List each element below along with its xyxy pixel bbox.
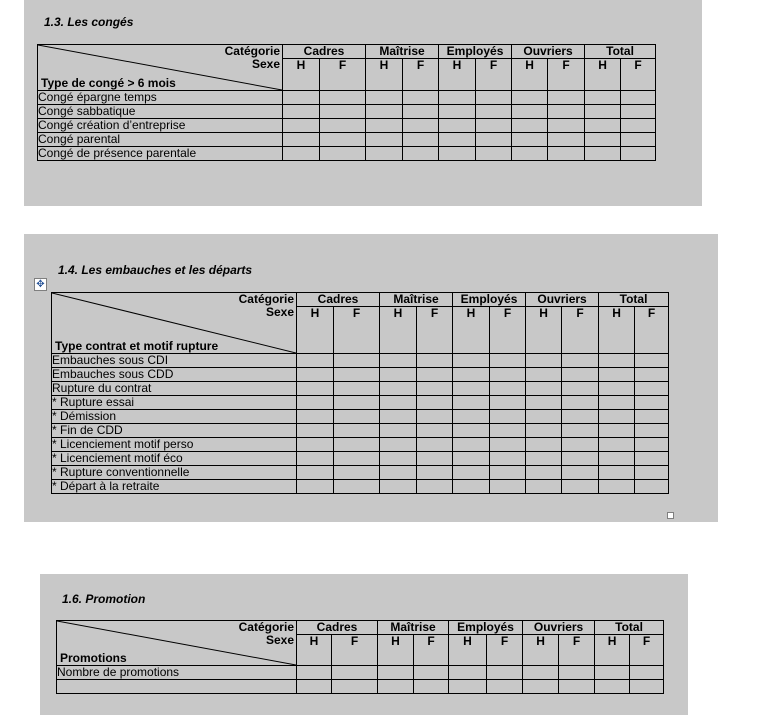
sex-header: H [523,635,559,666]
group-header-employes: Employés [453,293,526,307]
data-cell[interactable] [320,119,366,133]
data-cell[interactable] [297,354,334,368]
data-cell[interactable] [512,147,548,161]
data-cell[interactable] [380,396,417,410]
sex-header: F [476,59,512,91]
data-cell[interactable] [366,119,403,133]
data-cell[interactable] [490,382,526,396]
data-cell[interactable] [297,396,334,410]
data-cell[interactable] [334,368,380,382]
data-cell[interactable] [414,680,449,694]
data-cell[interactable] [635,382,669,396]
data-cell[interactable] [366,105,403,119]
data-cell[interactable] [585,133,621,147]
row-type-header: Promotions [60,651,127,665]
data-cell[interactable] [334,466,380,480]
sex-header: F [487,635,523,666]
data-cell[interactable] [380,480,417,494]
sex-header: H [526,307,562,354]
data-cell[interactable] [380,424,417,438]
data-cell[interactable] [487,666,523,680]
data-cell[interactable] [414,666,449,680]
data-cell[interactable] [417,452,453,466]
data-cell[interactable] [453,452,490,466]
group-header-ouvriers: Ouvriers [526,293,599,307]
data-cell[interactable] [334,410,380,424]
embauches-table[interactable] [51,292,669,494]
data-cell[interactable] [449,680,487,694]
section-heading: 1.3. Les congés [44,15,134,29]
data-cell[interactable] [621,119,656,133]
data-cell[interactable] [378,680,414,694]
sex-header: H [297,635,332,666]
data-cell[interactable] [599,410,635,424]
sex-header: F [417,307,453,354]
sex-header: H [512,59,548,91]
data-cell[interactable] [297,438,334,452]
sex-header: H [378,635,414,666]
data-cell[interactable] [476,91,512,105]
data-cell[interactable] [453,424,490,438]
table-row [52,382,669,396]
data-cell[interactable] [595,680,630,694]
sex-header: F [630,635,664,666]
data-cell[interactable] [599,382,635,396]
data-cell[interactable] [320,105,366,119]
data-cell[interactable] [297,410,334,424]
data-cell[interactable] [380,354,417,368]
data-cell[interactable] [417,424,453,438]
data-cell[interactable] [453,410,490,424]
row-type-header: Type de congé > 6 mois [41,76,176,90]
table-row [52,396,669,410]
resize-handle-icon[interactable] [667,512,674,519]
data-cell[interactable] [453,480,490,494]
data-cell[interactable] [512,105,548,119]
table-row [52,438,669,452]
data-cell[interactable] [439,119,476,133]
table-row [57,666,664,680]
data-cell[interactable] [635,354,669,368]
data-cell[interactable] [490,438,526,452]
sex-header: F [548,59,585,91]
sex-header: F [414,635,449,666]
data-cell[interactable] [334,452,380,466]
data-cell[interactable] [439,105,476,119]
row-label: Congé de présence parentale [38,147,283,161]
data-cell[interactable] [635,438,669,452]
data-cell[interactable] [320,147,366,161]
data-cell[interactable] [334,438,380,452]
data-cell[interactable] [562,466,599,480]
data-cell[interactable] [562,368,599,382]
data-cell[interactable] [366,91,403,105]
data-cell[interactable] [417,410,453,424]
sex-header: H [297,307,334,354]
data-cell[interactable] [476,105,512,119]
data-cell[interactable] [334,354,380,368]
data-cell[interactable] [585,91,621,105]
data-cell[interactable] [635,480,669,494]
group-header-cadres: Cadres [283,45,366,59]
data-cell[interactable] [417,396,453,410]
row-label: * Démission [52,410,297,424]
group-header-maitrise: Maîtrise [380,293,453,307]
sex-header: H [449,635,487,666]
row-label: Congé création d’entreprise [38,119,283,133]
data-cell[interactable] [490,354,526,368]
data-cell[interactable] [526,452,562,466]
table-row [52,466,669,480]
row-type-header: Type contrat et motif rupture [55,339,219,353]
data-cell[interactable] [297,680,332,694]
row-label: * Fin de CDD [52,424,297,438]
data-cell[interactable] [332,666,378,680]
data-cell[interactable] [378,666,414,680]
row-label: * Licenciement motif perso [52,438,297,452]
sex-header: H [283,59,320,91]
data-cell[interactable] [490,410,526,424]
data-cell[interactable] [562,438,599,452]
data-cell[interactable] [297,480,334,494]
data-cell[interactable] [526,368,562,382]
sex-header: H [595,635,630,666]
data-cell[interactable] [562,396,599,410]
data-cell[interactable] [417,354,453,368]
data-cell[interactable] [585,105,621,119]
data-cell[interactable] [403,147,439,161]
data-cell[interactable] [380,410,417,424]
table-row [57,680,664,694]
data-cell[interactable] [417,480,453,494]
data-cell[interactable] [599,354,635,368]
group-header-maitrise: Maîtrise [378,621,449,635]
row-label: Nombre de promotions [57,666,297,680]
data-cell[interactable] [332,680,378,694]
data-cell[interactable] [526,480,562,494]
sex-header: H [380,307,417,354]
data-cell[interactable] [585,119,621,133]
table-row [38,105,656,119]
group-header-total: Total [585,45,656,59]
row-label: Rupture du contrat [52,382,297,396]
row-label: Embauches sous CDI [52,354,297,368]
data-cell[interactable] [297,452,334,466]
row-label: Congé sabbatique [38,105,283,119]
sex-header: H [453,307,490,354]
data-cell[interactable] [635,424,669,438]
data-cell[interactable] [526,466,562,480]
data-cell[interactable] [297,368,334,382]
data-cell[interactable] [599,438,635,452]
data-cell[interactable] [635,368,669,382]
conges-table[interactable] [37,44,656,161]
data-cell[interactable] [380,452,417,466]
data-cell[interactable] [526,410,562,424]
data-cell[interactable] [630,666,664,680]
group-header-employes: Employés [449,621,523,635]
data-cell[interactable] [599,424,635,438]
data-cell[interactable] [487,680,523,694]
data-cell[interactable] [562,410,599,424]
data-cell[interactable] [490,368,526,382]
data-cell[interactable] [334,382,380,396]
data-cell[interactable] [334,480,380,494]
table-header-diagonal-cell [57,621,297,666]
table-row [52,410,669,424]
data-cell[interactable] [595,666,630,680]
group-header-total: Total [599,293,669,307]
data-cell[interactable] [621,105,656,119]
data-cell[interactable] [439,147,476,161]
data-cell[interactable] [380,438,417,452]
data-cell[interactable] [439,133,476,147]
data-cell[interactable] [548,91,585,105]
section-heading: 1.6. Promotion [62,592,146,606]
data-cell[interactable] [366,147,403,161]
data-cell[interactable] [621,133,656,147]
data-cell[interactable] [283,147,320,161]
data-cell[interactable] [526,396,562,410]
data-cell[interactable] [559,666,595,680]
sex-header: H [439,59,476,91]
data-cell[interactable] [621,147,656,161]
group-header-employes: Employés [439,45,512,59]
sex-header: F [635,307,669,354]
sex-header: H [366,59,403,91]
row-label: * Rupture essai [52,396,297,410]
group-header-cadres: Cadres [297,293,380,307]
data-cell[interactable] [548,105,585,119]
data-cell[interactable] [526,382,562,396]
data-cell[interactable] [599,466,635,480]
table-row [52,354,669,368]
sex-header: F [320,59,366,91]
data-cell[interactable] [320,91,366,105]
sex-header: F [403,59,439,91]
data-cell[interactable] [403,105,439,119]
section-heading: 1.4. Les embauches et les départs [58,263,253,277]
data-cell[interactable] [417,466,453,480]
data-cell[interactable] [283,91,320,105]
data-cell[interactable] [562,354,599,368]
data-cell[interactable] [453,354,490,368]
data-cell[interactable] [380,466,417,480]
data-cell[interactable] [562,424,599,438]
data-cell[interactable] [449,666,487,680]
sexe-label: Sexe [265,633,294,647]
table-row [52,368,669,382]
data-cell[interactable] [599,480,635,494]
row-label: Congé parental [38,133,283,147]
four-arrows-move-icon[interactable]: ✥ [34,278,47,291]
categorie-label: Catégorie [224,44,280,58]
sexe-label: Sexe [251,57,280,71]
data-cell[interactable] [599,396,635,410]
data-cell[interactable] [526,424,562,438]
data-cell[interactable] [453,396,490,410]
sex-header: H [585,59,621,91]
data-cell[interactable] [403,133,439,147]
data-cell[interactable] [548,119,585,133]
data-cell[interactable] [453,382,490,396]
sex-header: F [490,307,526,354]
data-cell[interactable] [559,680,595,694]
data-cell[interactable] [297,466,334,480]
data-cell[interactable] [599,368,635,382]
data-cell[interactable] [621,91,656,105]
promotion-table[interactable] [56,620,664,694]
data-cell[interactable] [283,133,320,147]
data-cell[interactable] [526,438,562,452]
table-row [52,452,669,466]
categorie-label: Catégorie [238,292,294,306]
group-header-maitrise: Maîtrise [366,45,439,59]
data-cell[interactable] [403,119,439,133]
data-cell[interactable] [453,438,490,452]
row-label: Congé épargne temps [38,91,283,105]
data-cell[interactable] [635,452,669,466]
row-label [57,680,297,694]
data-cell[interactable] [562,480,599,494]
row-label: * Rupture conventionnelle [52,466,297,480]
data-cell[interactable] [548,147,585,161]
data-cell[interactable] [476,133,512,147]
data-cell[interactable] [334,424,380,438]
data-cell[interactable] [635,396,669,410]
data-cell[interactable] [320,133,366,147]
table-header-diagonal-cell [38,45,283,91]
data-cell[interactable] [490,452,526,466]
data-cell[interactable] [526,354,562,368]
table-row [52,480,669,494]
data-cell[interactable] [476,147,512,161]
group-header-cadres: Cadres [297,621,378,635]
data-cell[interactable] [512,119,548,133]
table-row [52,424,669,438]
data-cell[interactable] [523,680,559,694]
row-label: * Départ à la retraite [52,480,297,494]
sex-header: F [562,307,599,354]
data-cell[interactable] [490,424,526,438]
data-cell[interactable] [512,91,548,105]
data-cell[interactable] [334,396,380,410]
data-cell[interactable] [297,424,334,438]
group-header-ouvriers: Ouvriers [512,45,585,59]
sexe-label: Sexe [265,305,294,319]
data-cell[interactable] [585,147,621,161]
sex-header: F [559,635,595,666]
data-cell[interactable] [297,666,332,680]
data-cell[interactable] [453,368,490,382]
data-cell[interactable] [490,480,526,494]
group-header-total: Total [595,621,664,635]
data-cell[interactable] [562,452,599,466]
data-cell[interactable] [453,466,490,480]
data-cell[interactable] [403,91,439,105]
data-cell[interactable] [380,382,417,396]
table-row [38,91,656,105]
data-cell[interactable] [599,452,635,466]
data-cell[interactable] [630,680,664,694]
data-cell[interactable] [417,382,453,396]
data-cell[interactable] [417,438,453,452]
data-cell[interactable] [635,466,669,480]
table-header-diagonal-cell [52,293,297,354]
data-cell[interactable] [283,119,320,133]
row-label: Embauches sous CDD [52,368,297,382]
data-cell[interactable] [417,368,453,382]
sex-header: F [332,635,378,666]
table-row [38,133,656,147]
data-cell[interactable] [439,91,476,105]
data-cell[interactable] [512,133,548,147]
categorie-label: Catégorie [238,620,294,634]
data-cell[interactable] [490,466,526,480]
table-row [38,119,656,133]
data-cell[interactable] [523,666,559,680]
data-cell[interactable] [548,133,585,147]
sex-header: F [334,307,380,354]
data-cell[interactable] [490,396,526,410]
table-row [38,147,656,161]
data-cell[interactable] [635,410,669,424]
data-cell[interactable] [283,105,320,119]
data-cell[interactable] [476,119,512,133]
group-header-ouvriers: Ouvriers [523,621,595,635]
sex-header: H [599,307,635,354]
data-cell[interactable] [562,382,599,396]
data-cell[interactable] [366,133,403,147]
sex-header: F [621,59,656,91]
data-cell[interactable] [297,382,334,396]
row-label: * Licenciement motif éco [52,452,297,466]
data-cell[interactable] [380,368,417,382]
